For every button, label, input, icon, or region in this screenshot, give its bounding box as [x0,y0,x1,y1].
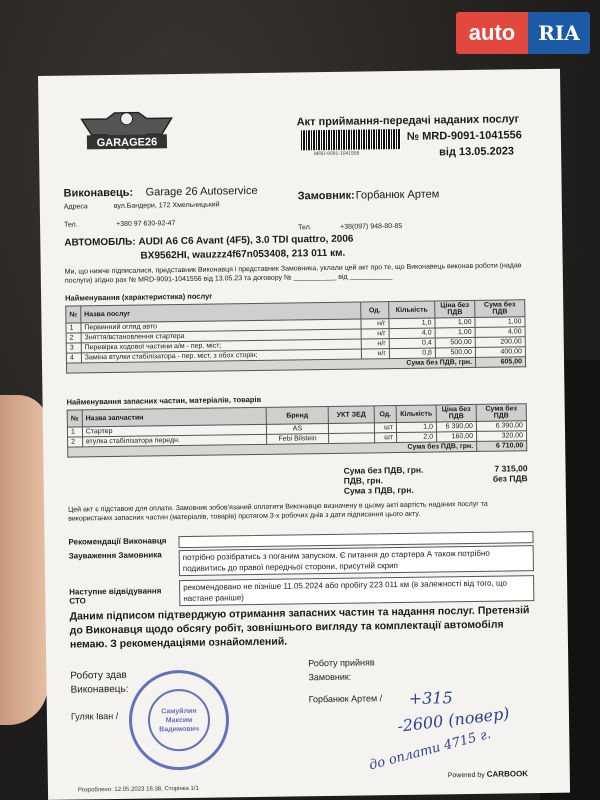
parts-table [67,403,528,457]
cell: втулка стабілізатора передн. [82,434,266,447]
cell: 1,00 [475,317,525,328]
cell: 500,00 [435,337,475,348]
customer-label: Замовник: [297,189,355,203]
services-header: Од. [361,302,389,319]
customer-name: Горбанюк Артем [355,188,440,202]
document-sheet [38,69,570,800]
executor-sign-line1: Роботу здав [70,669,127,682]
recommendation-label: Рекомендації Виконавця [68,536,167,547]
services-section-title: Найменування (характеристика) послуг [65,291,213,303]
cell: 0,4 [389,338,435,349]
summary-value: 7 315,00 [494,463,528,474]
summary-label: Сума з ПДВ, грн. [343,484,414,496]
powered-label: Powered by [447,771,485,780]
parts-header: УКТ ЗЕД [328,406,374,424]
cell: 320,00 [477,431,527,442]
recommendation-label: Зауваження Замовника [68,550,162,561]
cell: Первинний огляд авто [81,319,361,333]
handwritten-note-1: +315 [408,688,453,708]
watermark-auto: auto [456,12,528,54]
cell: Перевірка ходової частини а/м - пер. міст; [81,339,361,353]
summary-value: без ПДВ [492,473,528,484]
cell: 1,00 [435,317,475,328]
recommendation-row [69,545,534,577]
cell: 500,00 [435,347,475,358]
executor-phone-label: Тел. [64,221,78,229]
garage26-logo [76,104,177,157]
executor-sign-line2: Виконавець: [70,683,129,696]
cell: 1 [66,323,81,333]
cell: 2 [68,437,83,447]
customer-sign-line1: Роботу прийняв [308,657,375,669]
cell: 1,0 [396,422,436,433]
intro-text: Ми, що нижче підписалися, представник Виконавця і представник Замовника, уклали цей акт про те, що Виконавець виконав роботи (надав послуги) згідно рах № MRD-9091-1041556 від 13.05.23 та договору № ___________ від ___________ [64,262,522,285]
cell: 2 [66,333,81,343]
handwritten-note-2: -2600 (повер) [396,703,511,736]
parts-header: Кількість [396,405,436,423]
print-footer: Розроблено: 12.05.2023 16:38, Сторінка 1/1 [77,785,199,794]
cell: н/г [361,329,389,339]
executor-phone: +380 97 630-92-47 [116,220,176,228]
cell: Febi Bilstein [267,433,329,444]
recommendation-row [69,575,534,607]
summary-row [344,483,528,496]
stamp-text: Самуйлин [161,707,197,715]
cell: Заміна втулки стабілізатора - пер. міст, з обох сторін; [81,349,361,363]
recommendations-block [68,531,534,607]
services-header: № [66,306,81,323]
car-line1: АВТОМОБІЛЬ: AUDI A6 C6 Avant (4F5), 3.0 TDI quattro, 2006 [64,233,354,249]
parts-total: 6 710,00 [477,441,527,452]
legal-text: Цей акт є підставою для оплати. Замовник зобов'язаний оплатити Виконавцю визначену в цьому акті вартість наданих послуг та використаних запасних частин (матеріалів, товарів) протягом 3-х робочих днів з дати підписання цього акту. [68,500,488,523]
hand [0,395,48,725]
summary-label: ПДВ, грн. [343,475,384,486]
services-header: Кількість [389,301,435,319]
parts-section-title: Найменування запасних частин, матеріалів, товарів [66,394,262,407]
parts-total-label: Сума без ПДВ, грн. [68,441,477,457]
logo-text: GARAGE26 [96,136,158,150]
cell: 6 390,00 [436,421,476,432]
executor-signer-name: Гуляк Іван / [70,710,119,722]
cell: 1,00 [435,327,475,338]
summary-block [343,463,527,496]
barcode [301,129,401,150]
cell: шт [375,433,397,443]
customer-phone: +38(097) 948-80-85 [340,222,403,231]
executor-address-label: Адреса [63,203,88,211]
parts-header: Бренд [266,406,328,424]
executor-name: Garage 26 Autoservice [145,184,258,199]
autoria-watermark [456,12,590,54]
cell: 200,00 [475,337,525,348]
carbook-logo: CARBOOK [486,769,529,779]
customer-signature-label [308,655,375,684]
customer-phone-label: Тел. [298,224,312,232]
cell [328,423,374,434]
executor-signature-label [70,669,128,698]
recommendation-value: потрібно розібратись з поганим запуском. Є питання до стартера А також потрібно подивитись до правої передньої сторони, присутній скрип [179,545,534,576]
services-header: Сума без ПДВ [475,300,525,318]
handwritten-note-3: до оплати 4715 г. [367,726,493,774]
recommendation-label: Наступне відвідування СТО [69,586,162,606]
cell: н/г [361,349,389,359]
cell: 0,8 [389,348,435,359]
stamp-text: Вадимович [159,725,200,733]
cell: Зняття/встановлення стартера [81,329,361,343]
barcode-number: MRD-9091-1041556 [314,150,360,158]
services-header: Ціна без ПДВ [435,300,475,318]
cell: Стартер [82,424,266,437]
recommendation-value: рекомендовано не пізніше 11.05.2024 або пробігу 223 011 км (в залежності від того, що настане раніше) [179,575,534,606]
cell: 2,0 [397,432,437,443]
cell: AS [266,423,328,434]
document-number: № MRD-9091-1041556 [406,129,522,143]
executor-address: вул.Бандери, 172 Хмельницький [113,201,220,210]
parts-header: Ціна без ПДВ [436,404,476,422]
services-header: Назва послуг [81,302,361,323]
parts-header: Назва запчастин [82,407,266,427]
customer-sign-line2: Замовник: [308,671,352,683]
watermark-ria: RIA [528,12,590,54]
cell [329,433,375,444]
document-date: від 13.05.2023 [439,145,515,159]
car-line2: BX9562HI, wauzzz4f67n053408, 213 011 км. [140,247,346,262]
cell: 3 [66,343,81,353]
confirmation-text: Даним підписом підтверджую отримання запасних частин та надання послуг. Претензій до Виконавця щодо обсягу робіт, зовнішнього вигляду та комплектації автомобіля немаю. З рекомендаціями ознайомлений. [69,604,530,651]
cell: 1 [67,427,82,437]
powered-by [448,769,528,779]
services-total-label: Сума без ПДВ, грн. [67,357,476,373]
executor-label: Виконавець: [63,186,134,200]
stamp-center [148,689,211,752]
stamp-text: Максим [165,716,193,724]
parts-header: № [67,410,82,427]
cell: 4,00 [475,327,525,338]
customer-signer-name: Горбанюк Артем / [308,693,383,705]
document-title: Акт приймання-передачі наданих послуг [296,113,520,129]
services-total: 605,00 [475,357,525,368]
cell: 4 [66,353,81,363]
cell: н/г [361,339,389,349]
parts-header: Од. [374,406,396,423]
cell: 1,0 [389,318,435,329]
summary-label: Сума без ПДВ, грн. [343,464,424,476]
parts-header: Сума без ПДВ [476,404,526,422]
company-stamp [128,669,229,770]
cell: н/г [361,319,389,329]
cell: 160,00 [437,431,477,442]
cell: 400,00 [475,347,525,358]
services-table [65,299,526,373]
cell: шт [374,423,396,433]
cell: 4,0 [389,328,435,339]
cell: 6 390,00 [476,421,526,432]
